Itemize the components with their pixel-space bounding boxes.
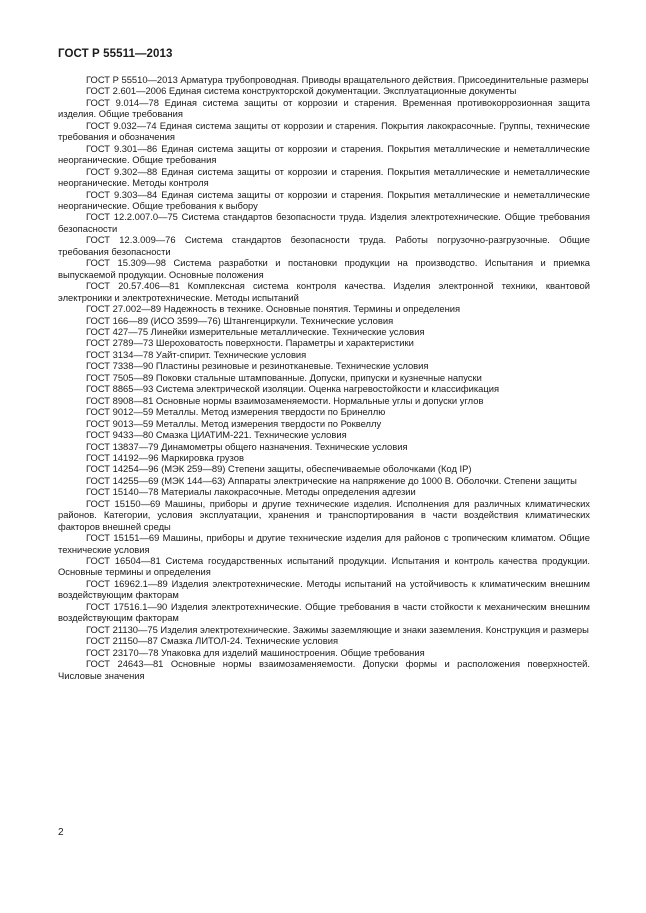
- reference-entry: ГОСТ 9.302—88 Единая система защиты от коррозии и старения. Покрытия металлические и неметаллические неорганические. Методы контроля: [58, 165, 590, 189]
- reference-entry: ГОСТ 9.303—84 Единая система защиты от коррозии и старения. Покрытия металлические и неметаллические неорганические. Общие требования к выбору: [58, 188, 590, 211]
- reference-entry: ГОСТ 15.309—98 Система разработки и постановки продукции на производство. Испытания и приемка выпускаемой продукции. Основные положения: [58, 257, 590, 280]
- reference-entry: ГОСТ 27.002—89 Надежность в технике. Основные понятия. Термины и определения: [86, 303, 461, 315]
- reference-entry: ГОСТ 9.032—74 Единая система защиты от коррозии и старения. Покрытия лакокрасочные. Группы, технические требования и обозначения: [58, 119, 590, 143]
- reference-entry: ГОСТ 23170—78 Упаковка для изделий машиностроения. Общие требования: [86, 646, 425, 658]
- reference-entry: ГОСТ 166—89 (ИСО 3599—76) Штангенциркули. Технические условия: [86, 314, 394, 326]
- page-number: 2: [58, 827, 64, 838]
- reference-entry: ГОСТ 8908—81 Основные нормы взаимозаменяемости. Нормальные углы и допуски углов: [86, 394, 484, 406]
- reference-entry: ГОСТ 21130—75 Изделия электротехнические. Зажимы заземляющие и знаки заземления. Конструкция и размеры: [86, 623, 589, 635]
- reference-entry: ГОСТ 2.601—2006 Единая система конструкторской документации. Эксплуатационные документы: [86, 85, 517, 97]
- reference-entry: ГОСТ 24643—81 Основные нормы взаимозаменяемости. Допуски формы и расположения поверхностей. Числовые значения: [58, 658, 590, 681]
- reference-list: [58, 74, 590, 681]
- reference-entry: ГОСТ 14255—69 (МЭК 144—63) Аппараты электрические на напряжение до 1000 В. Оболочки. Степени защиты: [86, 474, 577, 486]
- document-header: ГОСТ Р 55511—2013: [58, 48, 173, 60]
- reference-entry: ГОСТ 14192—96 Маркировка грузов: [86, 451, 244, 463]
- reference-entry: ГОСТ 9.014—78 Единая система защиты от коррозии и старения. Временная противокоррозионная защита изделия. Общие требования: [58, 96, 590, 120]
- reference-entry: ГОСТ 20.57.406—81 Комплексная система контроля качества. Изделия электронной техники, квантовой электроники и электротехнические. Методы испытаний: [58, 280, 590, 303]
- reference-entry: ГОСТ 3134—78 Уайт-спирит. Технические условия: [86, 348, 307, 360]
- reference-entry: ГОСТ 9013—59 Металлы. Метод измерения твердости по Роквеллу: [86, 417, 382, 429]
- reference-entry: ГОСТ 2789—73 Шероховатость поверхности. Параметры и характеристики: [86, 337, 414, 349]
- reference-entry: ГОСТ 9012—59 Металлы. Метод измерения твердости по Бринеллю: [86, 406, 386, 418]
- reference-entry: ГОСТ 15140—78 Материалы лакокрасочные. Методы определения адгезии: [86, 486, 416, 498]
- reference-entry: ГОСТ 17516.1—90 Изделия электротехнические. Общие требования в части стойкости к механическим внешним воздействующим факторам: [58, 600, 590, 624]
- reference-entry: ГОСТ 12.2.007.0—75 Система стандартов безопасности труда. Изделия электротехнические. Общие требования безопасности: [58, 211, 590, 234]
- reference-entry: ГОСТ 14254—96 (МЭК 259—89) Степени защиты, обеспечиваемые оболочками (Код IP): [86, 463, 472, 475]
- reference-entry: ГОСТ 12.3.009—76 Система стандартов безопасности труда. Работы погрузочно-разгрузочные. Общие требования безопасности: [58, 234, 590, 257]
- reference-entry: ГОСТ 13837—79 Динамометры общего назначения. Технические условия: [86, 440, 408, 452]
- reference-entry: ГОСТ 16504—81 Система государственных испытаний продукции. Испытания и контроль качества продукции. Основные термины и определения: [58, 555, 590, 578]
- reference-entry: ГОСТ 7338—90 Пластины резиновые и резинотканевые. Технические условия: [86, 360, 429, 372]
- reference-entry: ГОСТ 9.301—86 Единая система защиты от коррозии и старения. Покрытия металлические и неметаллические неорганические. Общие требования: [58, 142, 590, 166]
- reference-entry: ГОСТ 15151—69 Машины, приборы и другие технические изделия для районов с тропическим климатом. Общие технические условия: [58, 532, 590, 555]
- reference-entry: ГОСТ 15150—69 Машины, приборы и другие технические изделия. Исполнения для различных климатических районов. Категории, условия эксплуатации, хранения и транспортирования в части воздействия климатических факторов внешней среды: [58, 497, 590, 532]
- reference-entry: ГОСТ 427—75 Линейки измерительные металлические. Технические условия: [86, 325, 425, 337]
- reference-entry: ГОСТ 9433—80 Смазка ЦИАТИМ-221. Технические условия: [86, 429, 347, 441]
- reference-entry: ГОСТ 7505—89 Поковки стальные штампованные. Допуски, припуски и кузнечные напуски: [86, 371, 482, 383]
- reference-entry: ГОСТ Р 55510—2013 Арматура трубопроводная. Приводы вращательного действия. Присоединительные размеры: [86, 74, 589, 85]
- reference-entry: ГОСТ 16962.1—89 Изделия электротехнические. Методы испытаний на устойчивость к климатическим внешним воздействующим факторам: [58, 577, 590, 601]
- reference-entry: ГОСТ 21150—87 Смазка ЛИТОЛ-24. Технические условия: [86, 635, 339, 647]
- reference-entry: ГОСТ 8865—93 Система электрической изоляции. Оценка нагревостойкости и классификация: [86, 383, 500, 395]
